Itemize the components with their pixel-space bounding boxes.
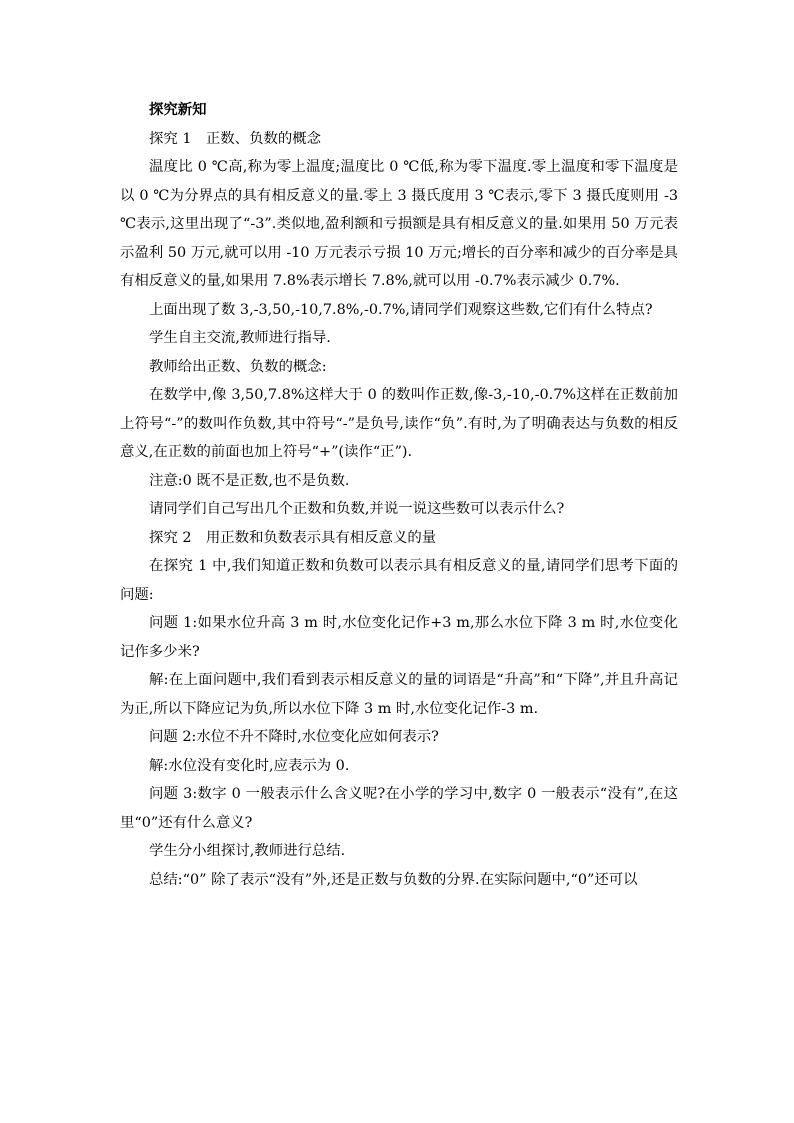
paragraph-teacher-concept: 教师给出正数、负数的概念:: [149, 358, 327, 375]
paragraph-definition: 在数学中,像 3,50,7.8%这样大于 0 的数叫作正数,像-3,-10,-0.7%这样在正数前加上符号“-”的数叫作负数,其中符号“-”是负号,读作“负”.有时,为了明确表达与负数的相反意义,在正数的前面也加上符号“+”(读作“正”).: [120, 387, 678, 460]
paragraph-note-zero: 注意:0 既不是正数,也不是负数.: [149, 472, 350, 489]
paragraph-problem-1: 问题 1:如果水位升高 3 m 时,水位变化记作+3 m,那么水位下降 3 m 时,水位变化记作多少米?: [120, 615, 678, 660]
paragraph-intro-problems: 在探究 1 中,我们知道正数和负数可以表示具有相反意义的量,请同学们思考下面的问题:: [120, 558, 678, 603]
paragraph-student-discussion: 学生自主交流,教师进行指导.: [149, 330, 331, 346]
paragraph-temperature: 温度比 0 ℃高,称为零上温度;温度比 0 ℃低,称为零下温度.零上温度和零下温度是以 0 ℃为分界点的具有相反意义的量.零上 3 摄氏度用 3 ℃表示,零下 3 摄氏度则用 -3 ℃表示,这里出现了“-3”.类似地,盈利额和亏损额是具有相反意义的量.如果用 50 万元表示盈利 50 万元,就可以用 -10 万元表示亏损 10 万元;增长的百分率和减少的百分率是具有相反意义的量,如果用 7.8%表示增长 7.8%,就可以用 -0.7%表示减少 0.7%.: [120, 159, 678, 289]
paragraph-problem-3: 问题 3:数字 0 一般表示什么含义呢?在小学的学习中,数字 0 一般表示“没有”,在这里“0”还有什么意义?: [120, 786, 678, 831]
section-heading: 探究新知: [149, 101, 207, 118]
paragraph-group-discussion: 学生分小组探讨,教师进行总结.: [149, 843, 346, 859]
paragraph-solution-1: 解:在上面问题中,我们看到表示相反意义的量的词语是“升高”和“下降”,并且升高记为正,所以下降应记为负,所以水位下降 3 m 时,水位变化记作-3 m.: [120, 672, 678, 717]
paragraph-exercise: 请同学们自己写出几个正数和负数,并说一说这些数可以表示什么?: [149, 501, 565, 517]
subsection-title-2: 探究 2 用正数和负数表示具有相反意义的量: [149, 529, 437, 546]
subsection-title-1: 探究 1 正数、负数的概念: [149, 130, 322, 147]
paragraph-problem-2: 问题 2:水位不升不降时,水位变化应如何表示?: [149, 729, 439, 745]
document-body: [120, 96, 678, 894]
paragraph-summary: 总结:“0” 除了表示“没有”外,还是正数与负数的分界.在实际问题中,“0”还可以: [149, 871, 638, 888]
paragraph-solution-2: 解:水位没有变化时,应表示为 0.: [149, 757, 350, 774]
paragraph-question-features: 上面出现了数 3,-3,50,-10,7.8%,-0.7%,请同学们观察这些数,它们有什么特点?: [149, 301, 653, 318]
